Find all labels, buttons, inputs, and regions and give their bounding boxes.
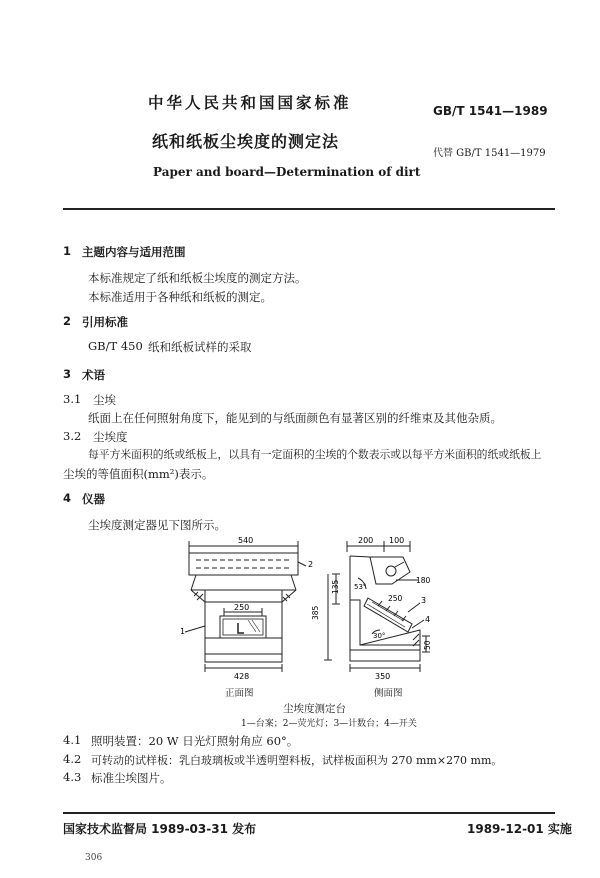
clause-3-1-text: 纸面上在任何照射角度下，能见到的与纸面颜色有显著区别的纤维束及其他杂质。 — [88, 411, 502, 425]
callout-3: 3 — [421, 596, 427, 605]
clause-4-1-number: 4.1 — [63, 733, 82, 747]
side-angle-53: 53° — [354, 583, 367, 591]
clause-3-2-text-line-1: 每平方米面积的纸或纸板上，以具有一定面积的尘埃的个数表示或以每平方米面积的纸或纸板上 — [88, 448, 542, 461]
section-2-number: 2 — [63, 314, 72, 328]
clause-4-2-number: 4.2 — [63, 752, 82, 766]
document-title-cn: 纸和纸板尘埃度的测定法 — [152, 132, 340, 151]
standard-number: GB/T 1541—1989 — [433, 104, 548, 118]
callout-1: 1 — [180, 627, 186, 636]
side-dim-100: 100 — [389, 536, 405, 545]
section-1-number: 1 — [63, 244, 72, 258]
callout-4: 4 — [425, 615, 431, 624]
clause-3-2-number: 3.2 — [63, 429, 82, 443]
section-1-paragraph-1: 本标准规定了纸和纸板尘埃度的测定方法。 — [88, 271, 307, 285]
page-number: 306 — [85, 853, 103, 863]
replaces-standard: 代替 GB/T 1541—1979 — [433, 148, 546, 159]
side-angle-30: 30° — [373, 632, 386, 640]
clause-4-2-text: 可转动的试样板：乳白玻璃板或半透明塑料板，试样板面积为 270 mm×270 mm。 — [91, 754, 503, 767]
clause-4-1-text: 照明装置：20 W 日光灯照射角应 60°。 — [91, 734, 299, 748]
clause-3-1-number: 3.1 — [63, 392, 82, 406]
side-view-caption: 侧面图 — [374, 688, 403, 699]
section-4-intro: 尘埃度测定器见下图所示。 — [88, 518, 226, 532]
section-2-heading: 引用标准 — [82, 315, 128, 329]
side-dim-385: 385 — [311, 605, 320, 620]
side-dim-50: 50 — [423, 640, 432, 650]
issue-date: 国家技术监督局 1989-03-31 发布 — [63, 822, 257, 836]
clause-4-3-number: 4.3 — [63, 770, 82, 784]
footer-rule — [63, 812, 555, 814]
section-1-heading: 主题内容与适用范围 — [82, 245, 186, 259]
section-1-paragraph-2: 本标准适用于各种纸和纸板的测定。 — [88, 290, 272, 304]
clause-3-1-title: 尘埃 — [93, 393, 116, 407]
figure-legend: 1—台案；2—荧光灯；3—计数台；4—开关 — [241, 719, 417, 729]
national-standard-title: 中华人民共和国国家标准 — [148, 94, 352, 112]
document-title-en: Paper and board—Determination of dirt — [153, 165, 421, 179]
reference-code: GB/T 450 — [88, 339, 143, 353]
section-3-heading: 术语 — [82, 368, 105, 382]
side-dim-350: 350 — [375, 672, 391, 681]
side-dim-250: 250 — [388, 594, 403, 603]
clause-3-2-title: 尘埃度 — [93, 430, 128, 444]
section-3-number: 3 — [63, 367, 72, 381]
clause-4-3-text: 标准尘埃图片。 — [91, 771, 172, 785]
front-view-caption: 正面图 — [225, 688, 254, 699]
front-dim-bottom: 428 — [234, 672, 250, 681]
section-4-number: 4 — [63, 491, 72, 505]
front-dim-top: 540 — [238, 536, 254, 545]
figure-title: 尘埃度测定台 — [283, 703, 346, 715]
side-dim-200: 200 — [358, 536, 374, 545]
reference-title: 纸和纸板试样的采取 — [148, 340, 252, 354]
section-4-heading: 仪器 — [82, 492, 105, 506]
clause-3-2-text-line-2: 尘埃的等值面积(mm²)表示。 — [63, 467, 214, 481]
side-dim-180: 180 — [416, 576, 431, 585]
effective-date: 1989-12-01 实施 — [467, 822, 572, 836]
side-dim-135: 135 — [331, 579, 340, 594]
side-view-drawing — [324, 541, 430, 672]
callout-2: 2 — [308, 560, 314, 569]
front-dim-window: 250 — [234, 603, 250, 612]
